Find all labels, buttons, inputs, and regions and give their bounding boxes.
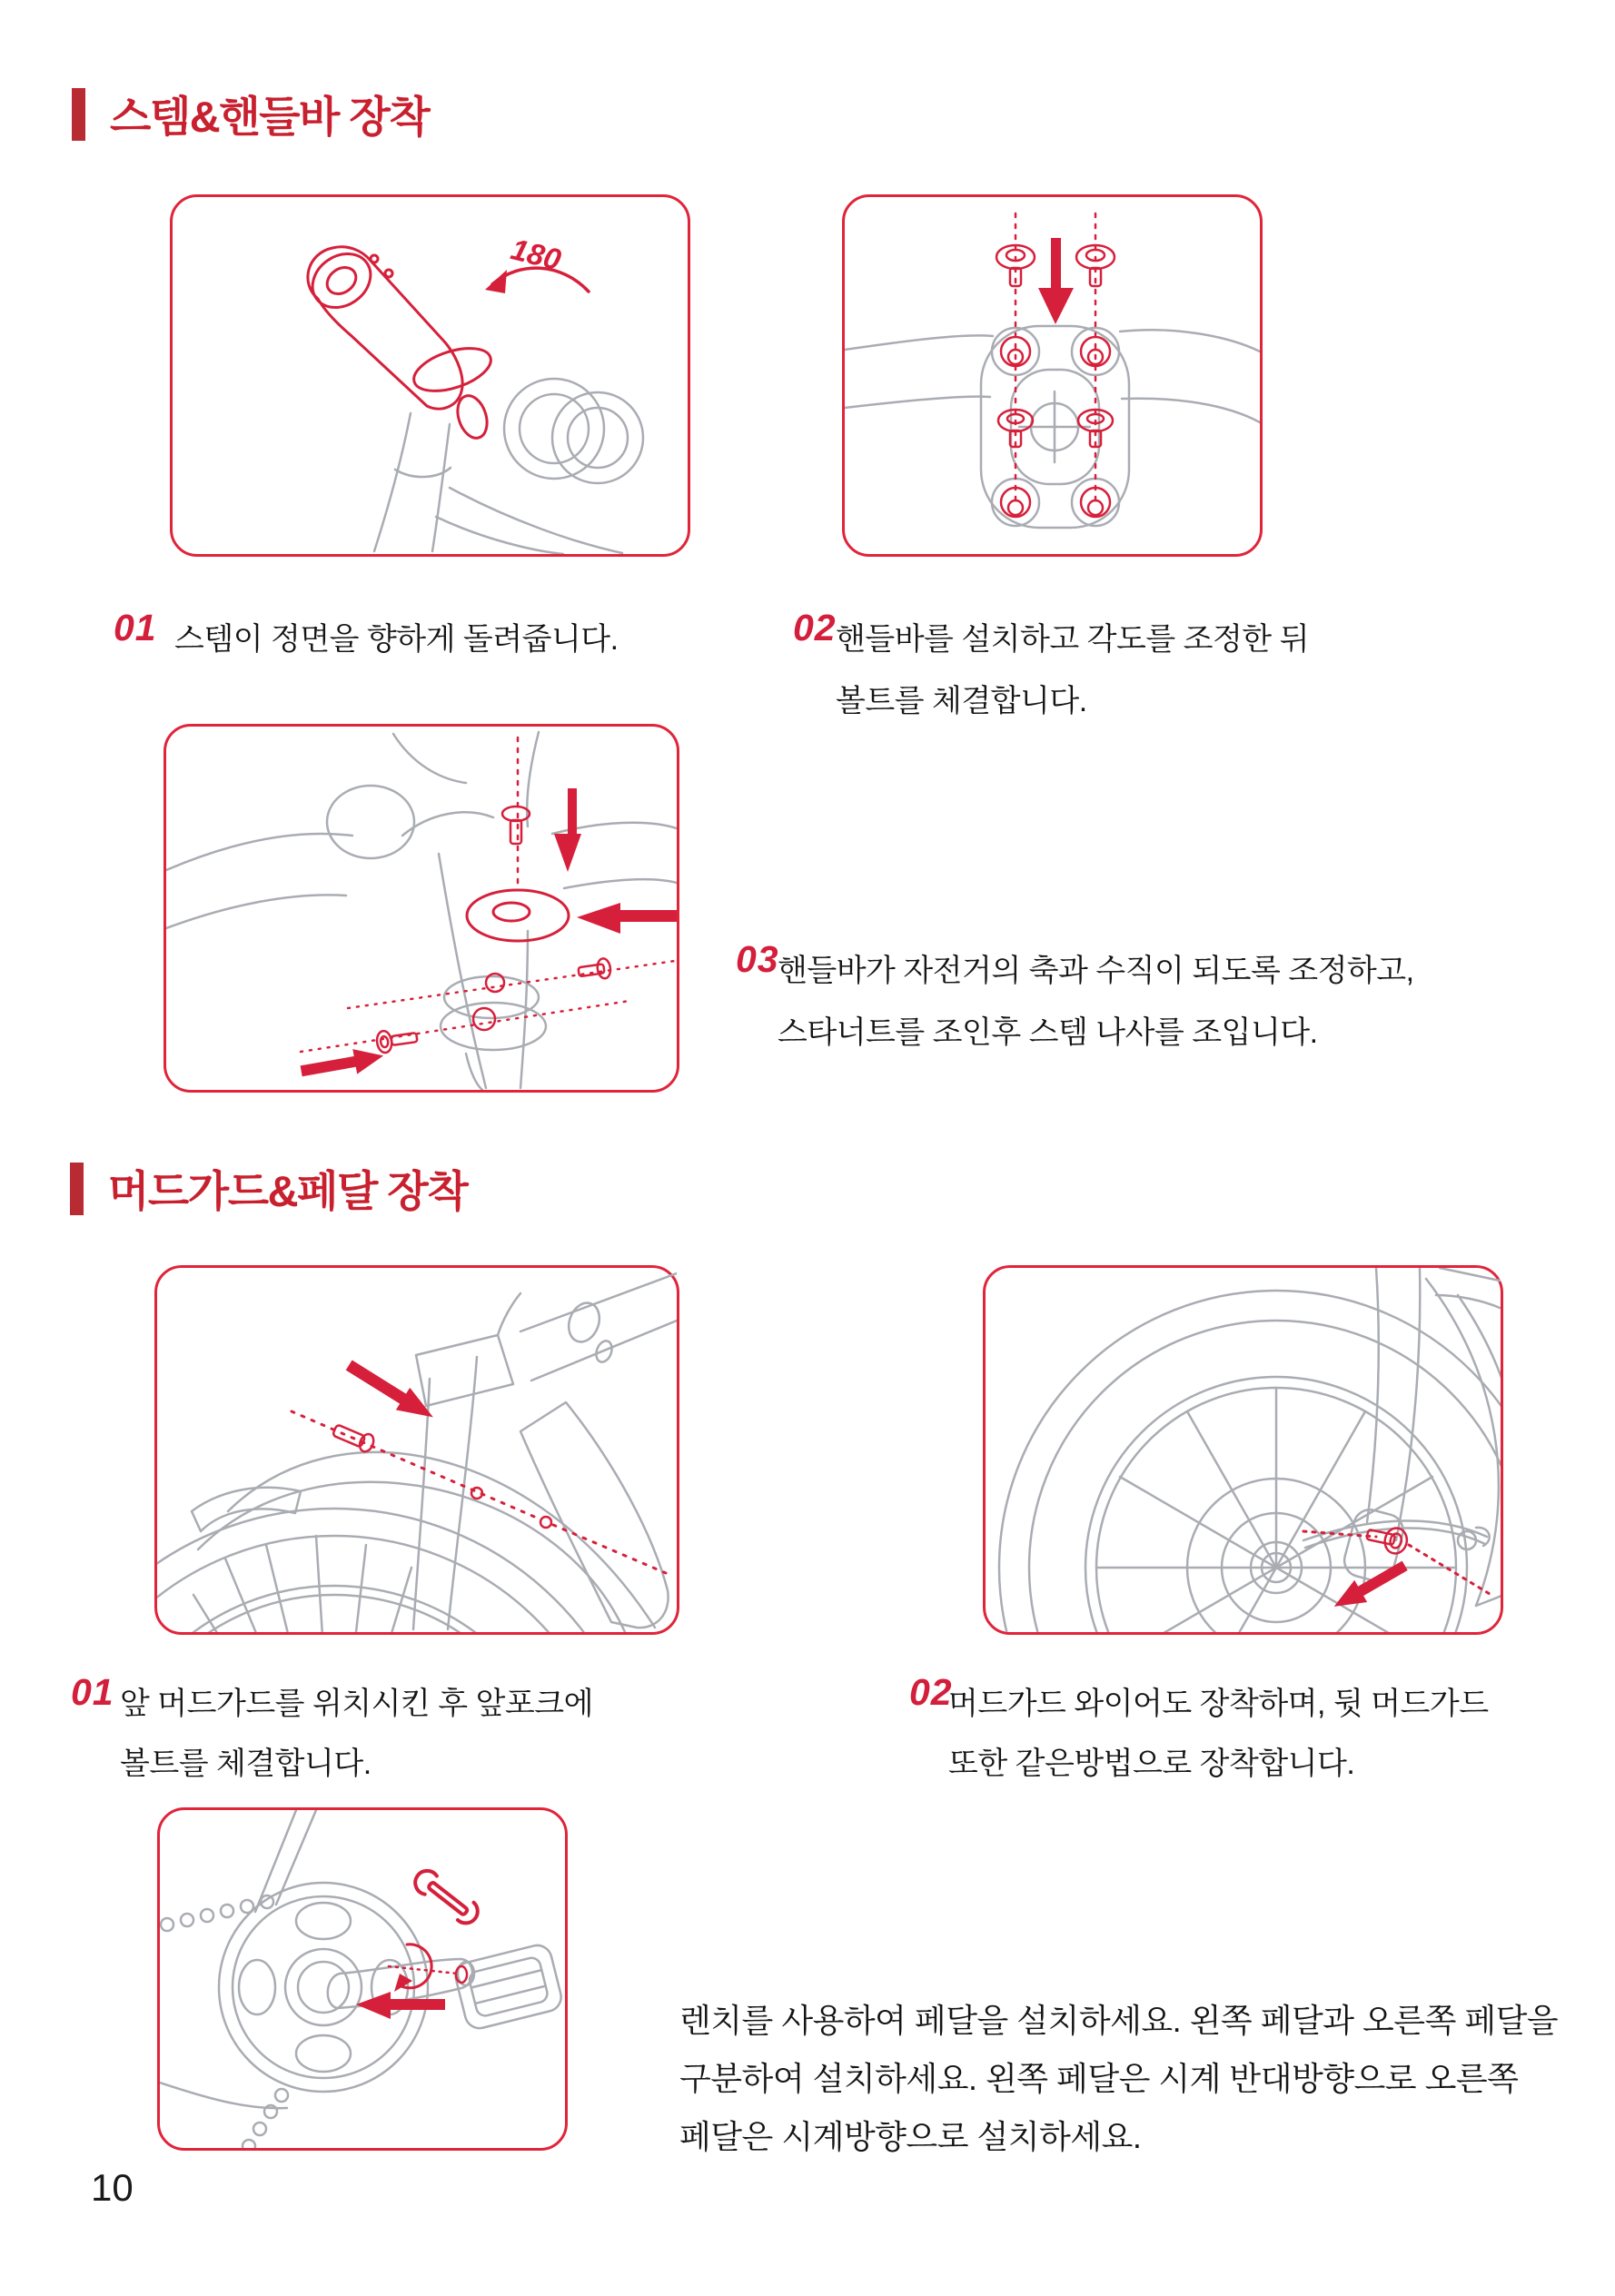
angle-label: 180 xyxy=(507,232,565,277)
step-text: 머드가드 와이어도 장착하며, 뒷 머드가드 xyxy=(948,1687,1489,1721)
pedal-note-line: 구분하여 설치하세요. 왼쪽 페달은 시계 반대방향으로 오른쪽 xyxy=(679,2060,1519,2097)
step-number: 01 xyxy=(71,1671,114,1713)
figure-stem-rotation xyxy=(170,194,690,557)
page-number: 10 xyxy=(91,2166,134,2209)
top-bolt-icon xyxy=(502,807,530,844)
down-arrow-icon xyxy=(554,788,581,872)
step-number: 03 xyxy=(736,938,779,980)
step-number: 02 xyxy=(909,1671,953,1713)
step-text: 핸들바가 자전거의 축과 수직이 되도록 조정하고, xyxy=(778,954,1414,988)
stem-top-illustration xyxy=(166,727,677,1090)
mudguard-bolt-icon xyxy=(332,1421,551,1528)
handlebar-drawing xyxy=(845,326,1260,528)
step-number: 01 xyxy=(114,607,157,648)
pedal-note-line: 렌치를 사용하여 페달을 설치하세요. 왼쪽 페달과 오른쪽 페달을 xyxy=(679,2002,1559,2039)
figure-front-mudguard xyxy=(154,1265,679,1635)
crankset-drawing xyxy=(160,1810,564,2148)
step-text: 또한 같은방법으로 장착합니다. xyxy=(948,1747,1355,1781)
section-stem-title: 스템&핸들바 장착 xyxy=(110,93,430,141)
bolt-guide-line xyxy=(292,1411,539,1519)
pedal-install-illustration xyxy=(160,1810,565,2148)
rotation-arrow-icon xyxy=(485,232,589,293)
section-accent-bar xyxy=(70,1163,84,1215)
handlebar-bolts-illustration xyxy=(845,197,1260,554)
down-arrow-icon xyxy=(1038,238,1074,324)
stem-cap-drawing xyxy=(467,890,569,1030)
step-text: 스타너트를 조인후 스템 나사를 조입니다. xyxy=(778,1015,1318,1050)
install-arrow-icon xyxy=(342,1354,440,1429)
bolt-guide-line xyxy=(1409,1545,1494,1597)
section-stem-header xyxy=(72,84,429,144)
mudguard-wire-illustration xyxy=(986,1268,1501,1632)
step-text: 스템이 정면을 향하게 돌려줍니다. xyxy=(174,622,619,657)
figure-pedal-install xyxy=(157,1807,568,2151)
figure-mudguard-wire xyxy=(983,1265,1503,1635)
front-wheel-drawing xyxy=(999,1268,1501,1632)
pedal-note-line: 페달은 시계방향으로 설치하세요. xyxy=(679,2118,1142,2155)
bolt-guide-line xyxy=(553,1525,666,1573)
stem-body-drawing xyxy=(302,242,496,441)
fork-steerer-drawing xyxy=(374,379,643,554)
step-text: 앞 머드가드를 위치시킨 후 앞포크에 xyxy=(120,1687,593,1721)
spindle-guide-line xyxy=(389,1966,458,1974)
side-bolt-icon xyxy=(578,957,612,982)
step-text: 볼트를 체결합니다. xyxy=(836,684,1087,718)
section-mudguard-title: 머드가드&페달 장착 xyxy=(108,1167,468,1215)
wrench-icon xyxy=(411,1866,482,1929)
install-arrow-icon xyxy=(1328,1555,1412,1618)
front-mudguard-illustration xyxy=(157,1268,677,1632)
bike-front-drawing xyxy=(157,1273,677,1632)
stem-rotation-illustration xyxy=(173,197,688,554)
step-number: 02 xyxy=(793,607,837,648)
section-mudguard-header xyxy=(70,1158,467,1219)
step-text: 핸들바를 설치하고 각도를 조정한 뒤 xyxy=(836,622,1309,657)
step-text: 볼트를 체결합니다. xyxy=(120,1747,372,1781)
left-arrow-icon xyxy=(577,903,677,934)
figure-stem-top xyxy=(163,724,679,1093)
section-accent-bar xyxy=(72,88,85,141)
figure-handlebar-bolts xyxy=(842,194,1263,557)
